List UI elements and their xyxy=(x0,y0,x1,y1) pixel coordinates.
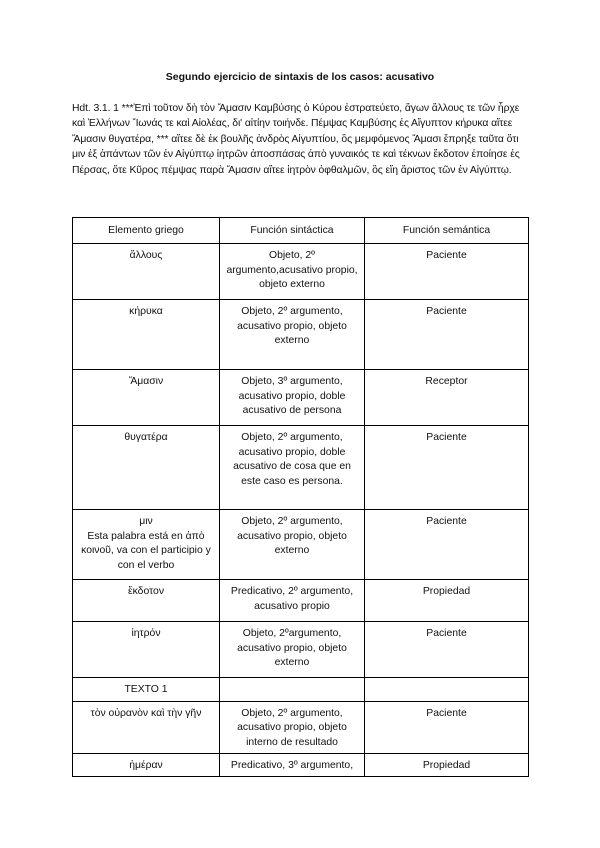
cell-greek-element: ἰητρόν xyxy=(73,622,220,678)
cell-semantic-function: Propiedad xyxy=(365,754,529,777)
cell-semantic-function: Paciente xyxy=(365,244,529,300)
cell-syntactic-function: Predicativo, 3º argumento, xyxy=(220,754,365,777)
cell-syntactic-function: Objeto, 2º argumento,acusativo propio, objeto externo xyxy=(220,244,365,300)
cell-greek-element: κήρυκα xyxy=(73,300,220,370)
table-row xyxy=(73,622,529,678)
table-row xyxy=(73,580,529,622)
table-row xyxy=(73,300,529,370)
greek-word: μιν xyxy=(139,516,153,528)
cell-syntactic-function: Objeto, 3º argumento, acusativo propio, doble acusativo de persona xyxy=(220,370,365,426)
cell-greek-element: Ἄμασιν xyxy=(73,370,220,426)
cell-syntactic-function xyxy=(220,678,365,701)
cell-semantic-function: Propiedad xyxy=(365,580,529,622)
table-header-row xyxy=(73,218,529,244)
header-semantic-function: Función semántica xyxy=(365,218,529,244)
cell-semantic-function: Paciente xyxy=(365,622,529,678)
cell-greek-element: θυγατέρα xyxy=(73,426,220,510)
cell-semantic-function: Paciente xyxy=(365,510,529,580)
table-row xyxy=(73,426,529,510)
cell-syntactic-function: Predicativo, 2º argumento, acusativo propio xyxy=(220,580,365,622)
table-row xyxy=(73,754,529,777)
cell-syntactic-function: Objeto, 2º argumento, acusativo propio, doble acusativo de cosa que en este caso es persona. xyxy=(220,426,365,510)
table-row xyxy=(73,244,529,300)
cell-semantic-function: Paciente xyxy=(365,701,529,753)
table-row xyxy=(73,510,529,580)
cell-syntactic-function: Objeto, 2º argumento, acusativo propio, objeto externo xyxy=(220,300,365,370)
cell-greek-element xyxy=(73,510,220,580)
page-title: Segundo ejercicio de sintaxis de los casos: acusativo xyxy=(165,71,435,83)
cell-syntactic-function: Objeto, 2ºargumento, acusativo propio, objeto externo xyxy=(220,622,365,678)
header-greek-element: Elemento griego xyxy=(73,218,220,244)
cell-syntactic-function: Objeto, 2º argumento, acusativo propio, objeto externo xyxy=(220,510,365,580)
greek-passage: Hdt. 3.1. 1 ***Ἐπὶ τοῦτον δὴ τὸν Ἄμασιν Καμβύσης ὁ Κύρου ἐστρατεύετο, ἄγων ἄλλους τε τῶν ἦρχε καὶ Ἑλλήνων Ἴωνάς τε καὶ Αἰολέας, δι' αἰτίην τοιήνδε. Πέμψας Καμβύσης ἐς Αἴγυπτον κήρυκα αἴτεε Ἄμασιν θυγατέρα, *** αἴτεε δὲ ἐκ βουλῆς ἀνδρὸς Αἰγυπτίου, ὃς μεμφόμενος Ἄμασι ἔπρηξε ταῦτα ὅτι μιν ἐξ ἁπάντων τῶν ἐν Αἰγύπτῳ ἰητρῶν ἀποσπάσας ἀπὸ γυναικός τε καὶ τέκνων ἔκδοτον ἐποίησε ἐς Πέρσας, ὅτε Κῦρος πέμψας παρὰ Ἄμασιν αἴτεε ἰητρὸν ὀφθαλμῶν, ὃς εἴη ἄριστος τῶν ἐν Αἰγύπτῳ. xyxy=(72,103,520,176)
cell-semantic-function: Paciente xyxy=(365,426,529,510)
cell-greek-element: ἡμέραν xyxy=(73,754,220,777)
cell-greek-element: τὸν οὐρανὸν καὶ τὴν γῆν xyxy=(73,701,220,753)
header-syntactic-function: Función sintáctica xyxy=(220,218,365,244)
cell-semantic-function: Receptor xyxy=(365,370,529,426)
element-note: Esta palabra está en ἀπὸ κοινοῦ, va con el participio y con el verbo xyxy=(81,530,211,571)
cell-greek-element: ἄλλους xyxy=(73,244,220,300)
cell-greek-element: ἔκδοτον xyxy=(73,580,220,622)
cell-syntactic-function: Objeto, 2º argumento, acusativo propio, objeto interno de resultado xyxy=(220,701,365,753)
cell-semantic-function: Paciente xyxy=(365,300,529,370)
cell-semantic-function xyxy=(365,678,529,701)
table-row xyxy=(73,701,529,753)
table-row xyxy=(73,370,529,426)
table-row xyxy=(73,678,529,701)
analysis-table xyxy=(72,217,529,777)
cell-greek-element: TEXTO 1 xyxy=(73,678,220,701)
